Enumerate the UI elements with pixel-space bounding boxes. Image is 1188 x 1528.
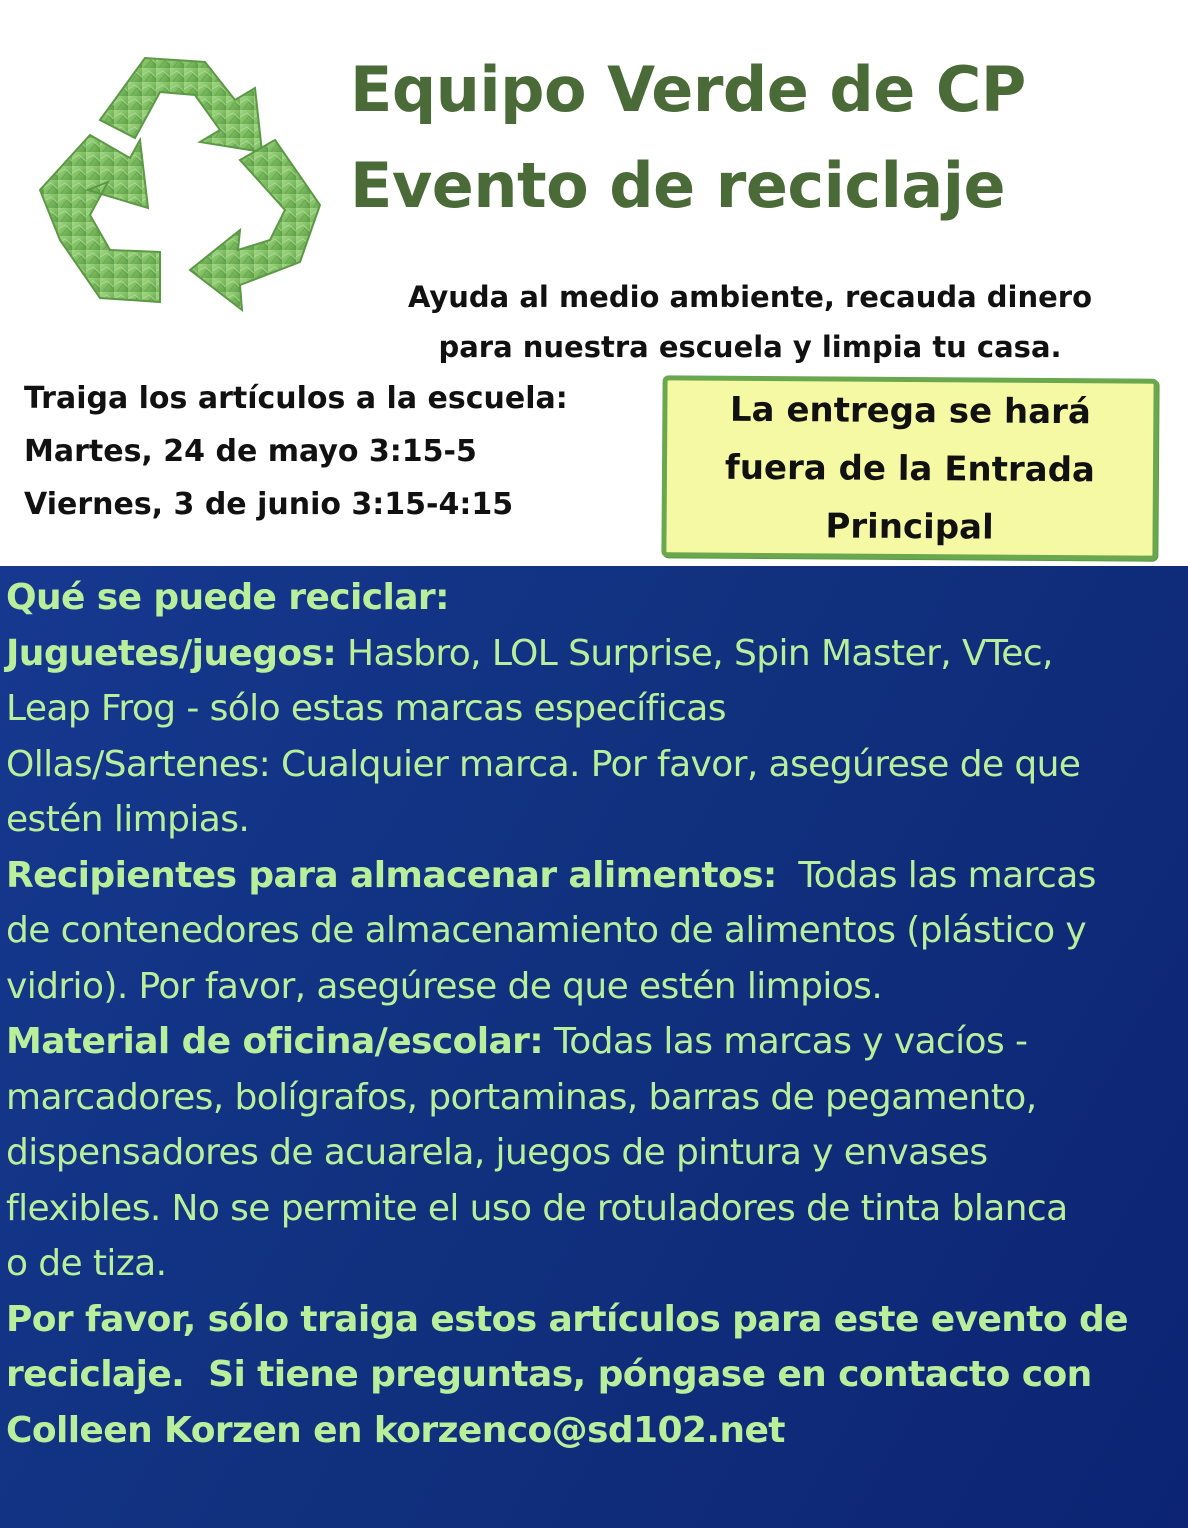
containers-line-3: vidrio). Por favor, asegúrese de que estén limpios. — [6, 965, 883, 1007]
toys-text-1: Hasbro, LOL Surprise, Spin Master, VTec, — [336, 632, 1053, 674]
pots-line-1: Ollas/Sartenes: Cualquier marca. Por favor, asegúrese de que — [6, 743, 1081, 785]
toys-line-1 — [6, 626, 1182, 682]
dates-heading: Traiga los artículos a la escuela: — [24, 381, 568, 416]
office-label: Material de oficina/escolar: — [6, 1021, 544, 1062]
office-line-3: dispensadores de acuarela, juegos de pintura y envases — [6, 1132, 988, 1173]
closing-line-1: Por favor, sólo traiga estos artículos para este evento de — [6, 1298, 1128, 1340]
office-line-1 — [6, 1014, 1182, 1070]
tagline — [340, 272, 1160, 372]
office-line-5: o de tiza. — [6, 1243, 167, 1284]
title-line-2: Evento de reciclaje — [350, 149, 1006, 222]
title-line-1: Equipo Verde de CP — [350, 53, 1026, 126]
recyclable-items-text — [6, 570, 1182, 1458]
containers-label: Recipientes para almacenar alimentos: — [6, 854, 777, 896]
containers-line-1 — [6, 848, 1182, 904]
date-2: Viernes, 3 de junio 3:15-4:15 — [24, 487, 514, 522]
tagline-line-2: para nuestra escuela y limpia tu casa. — [438, 330, 1062, 364]
tagline-line-1: Ayuda al medio ambiente, recauda dinero — [407, 280, 1093, 314]
recyclable-items-section — [0, 566, 1188, 1528]
recycle-icon — [30, 40, 330, 330]
office-line-4: flexibles. No se permite el uso de rotuladores de tinta blanca — [6, 1187, 1068, 1229]
dropoff-line-3: Principal — [825, 506, 994, 548]
date-1: Martes, 24 de mayo 3:15-5 — [24, 434, 477, 469]
toys-label: Juguetes/juegos: — [6, 632, 337, 674]
recycle-heading: Qué se puede reciclar: — [6, 577, 449, 618]
drop-off-dates — [24, 372, 664, 531]
closing-line-2: reciclaje. Si tiene preguntas, póngase en contacto con — [6, 1354, 1092, 1395]
toys-line-2: Leap Frog - sólo estas marcas específicas — [6, 688, 726, 729]
contact-email: Colleen Korzen en korzenco@sd102.net — [6, 1409, 785, 1451]
header-section — [0, 0, 1188, 566]
dropoff-line-2: fuera de la Entrada — [724, 447, 1096, 491]
office-line-2: marcadores, bolígrafos, portaminas, barras de pegamento, — [6, 1076, 1037, 1118]
pots-line-2: estén limpias. — [6, 799, 250, 840]
dropoff-line-1: La entrega se hará — [729, 389, 1091, 433]
drop-off-location-note — [661, 375, 1158, 560]
containers-text-1: Todas las marcas — [776, 854, 1096, 896]
page-title — [350, 42, 1180, 234]
containers-line-2: de contenedores de almacenamiento de alimentos (plástico y — [6, 910, 1087, 951]
office-text-1: Todas las marcas y vacíos - — [543, 1021, 1028, 1062]
